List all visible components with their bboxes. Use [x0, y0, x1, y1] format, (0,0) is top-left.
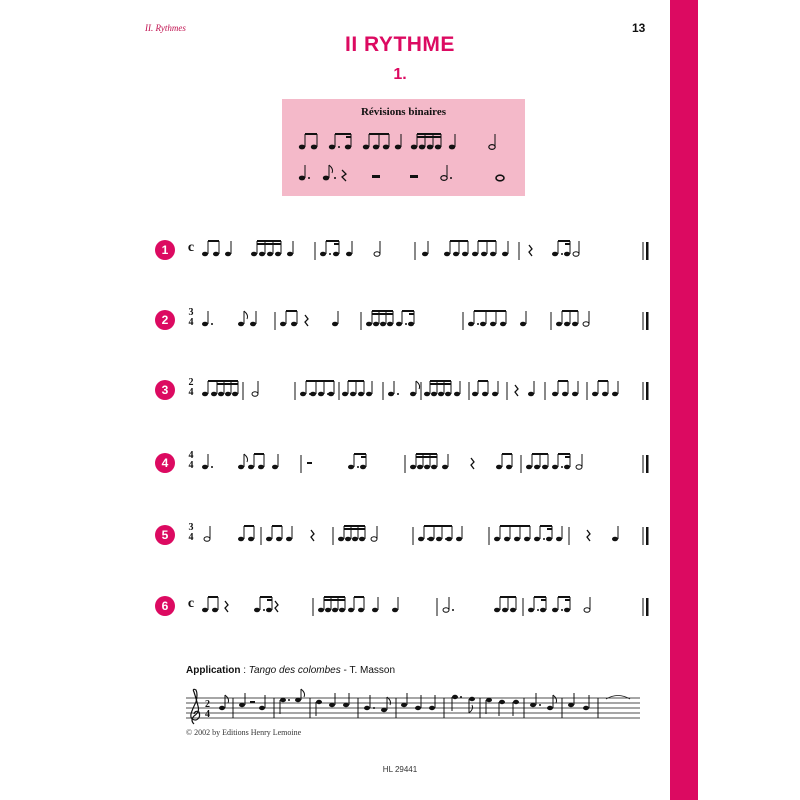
application-piece: Tango des colombes	[248, 665, 341, 676]
rhythm-notation	[199, 306, 655, 336]
staff-meter-bottom: 4	[205, 709, 210, 720]
time-signature-top: 4	[188, 450, 194, 461]
treble-clef-icon	[191, 689, 200, 724]
revisions-row-1	[296, 129, 516, 153]
section-number: 1.	[393, 66, 407, 83]
time-signature-top: 2	[188, 377, 194, 388]
time-signature-top: 3	[188, 307, 194, 318]
page-number: 13	[632, 21, 646, 35]
time-signature-bottom: 4	[188, 460, 194, 471]
exercise-1	[155, 236, 655, 266]
exercise-3	[155, 376, 655, 406]
exercise-number-badge: 1	[155, 240, 175, 260]
exercise-6	[155, 592, 655, 622]
rhythm-notation	[199, 592, 655, 622]
time-signature-bottom: 4	[188, 317, 194, 328]
exercise-number-badge: 6	[155, 596, 175, 616]
catalog-code: HL 29441	[382, 765, 418, 774]
application-separator: :	[240, 665, 249, 676]
rhythm-notation	[199, 521, 655, 551]
time-signature	[186, 523, 196, 543]
rhythm-notation	[199, 449, 655, 479]
time-signature	[186, 378, 196, 398]
staff-meter-top: 2	[205, 699, 210, 710]
time-signature-bottom: 4	[188, 387, 194, 398]
time-signature-bottom: 4	[188, 532, 194, 543]
rhythm-notation	[199, 376, 655, 406]
exercise-number-badge: 4	[155, 453, 175, 473]
application-label: Application	[186, 665, 241, 676]
application-caption	[186, 665, 395, 676]
application-composer: T. Masson	[349, 665, 396, 676]
melody-staff	[186, 688, 656, 728]
staff-notation	[186, 688, 656, 728]
revisions-title: Révisions binaires	[360, 106, 447, 118]
time-signature: c	[187, 240, 195, 255]
exercise-number-badge: 3	[155, 380, 175, 400]
copyright-notice: © 2002 by Editions Henry Lemoine	[186, 728, 302, 737]
time-signature	[186, 451, 196, 471]
rhythm-notation	[199, 236, 655, 266]
revisions-row-2	[296, 162, 516, 186]
time-signature-top: 3	[188, 522, 194, 533]
revisions-notation-1	[296, 129, 516, 153]
exercise-2	[155, 306, 655, 336]
running-header: II. Rythmes	[145, 23, 186, 33]
page-title: II RYTHME	[345, 33, 455, 56]
exercise-number-badge: 2	[155, 310, 175, 330]
exercise-5	[155, 521, 655, 551]
revisions-box	[282, 99, 525, 196]
application-dash: -	[340, 665, 350, 676]
exercise-number-badge: 5	[155, 525, 175, 545]
revisions-notation-2	[296, 162, 516, 186]
time-signature	[186, 308, 196, 328]
exercise-4	[155, 449, 655, 479]
time-signature: c	[187, 596, 195, 611]
page-edge-band	[670, 0, 698, 800]
